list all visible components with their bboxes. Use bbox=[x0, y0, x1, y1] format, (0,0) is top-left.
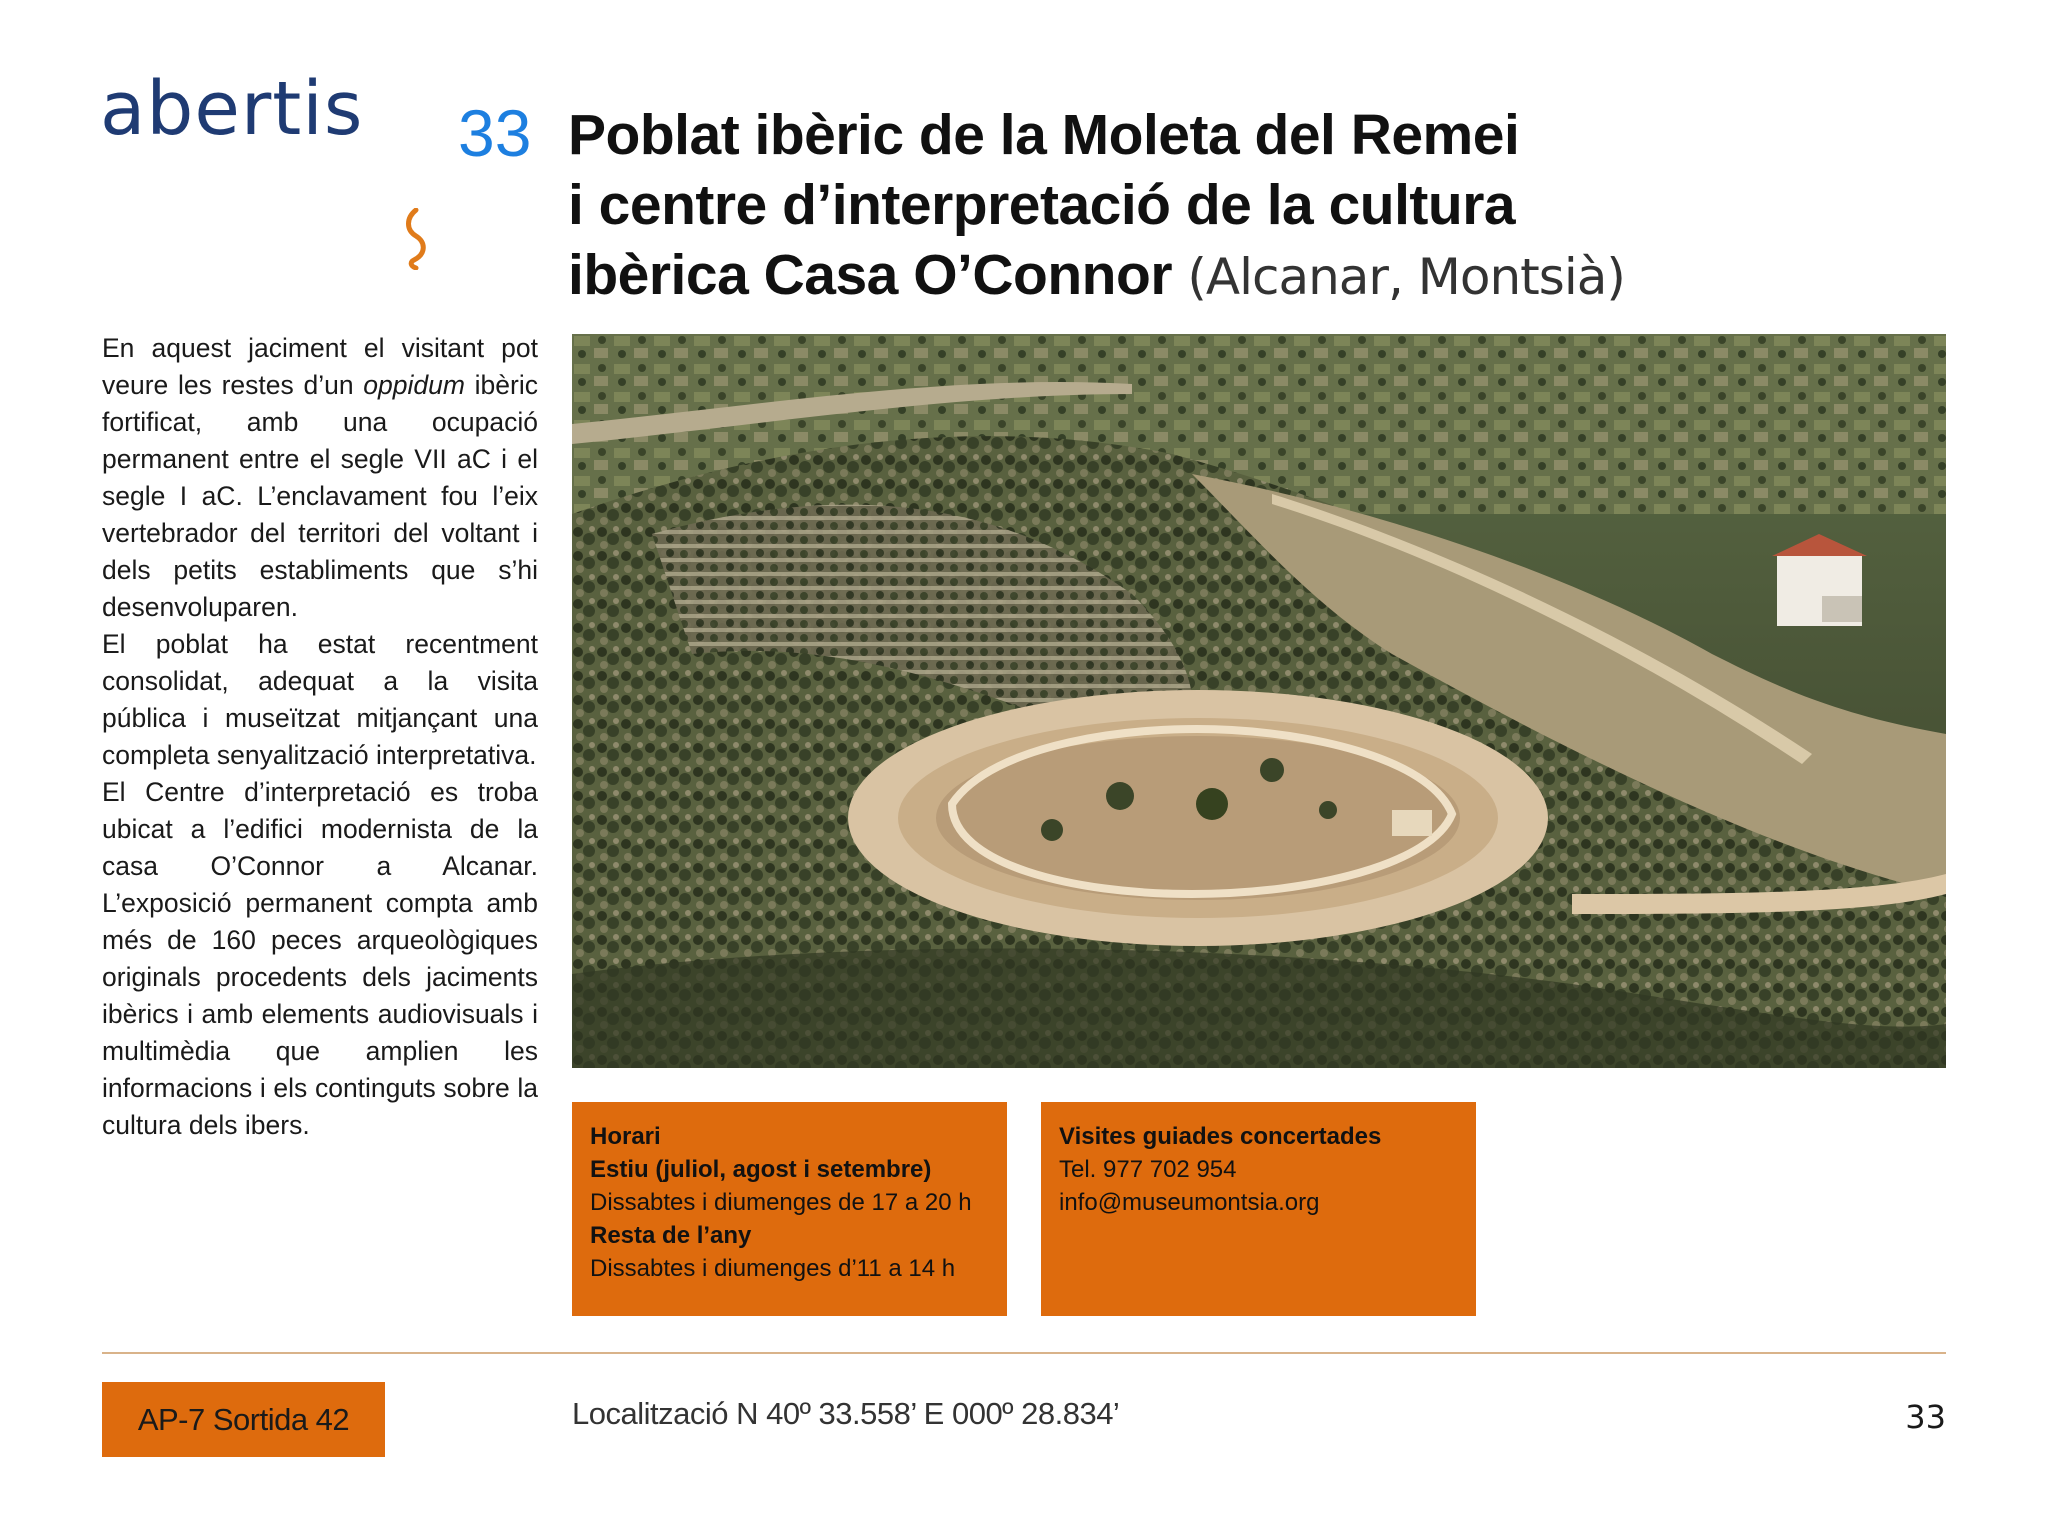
section-number: 33 bbox=[458, 96, 532, 170]
paragraph-1-italic: oppidum bbox=[363, 370, 465, 400]
title-place: (Alcanar, Montsià) bbox=[1187, 248, 1625, 306]
aerial-site-photo bbox=[572, 334, 1946, 1068]
rest-of-year-hours: Dissabtes i diumenges d’11 a 14 h bbox=[590, 1255, 956, 1282]
paragraph-2: El poblat ha estat recentment consolidat, adequat a la visita pública i museïtzat mitjançant una completa senyalització interpretativa. bbox=[102, 629, 538, 770]
guided-visits-box bbox=[1041, 1102, 1476, 1316]
opening-hours-box bbox=[572, 1102, 1007, 1316]
gps-location: Localització N 40º 33.558’ E 000º 28.834’ bbox=[572, 1396, 1120, 1431]
page-number: 33 bbox=[1905, 1398, 1946, 1436]
paragraph-1-start: En aquest jaciment el visitant pot veure les restes d’un bbox=[102, 333, 538, 400]
paragraph-1 bbox=[102, 330, 538, 626]
summer-hours: Dissabtes i diumenges de 17 a 20 h bbox=[590, 1189, 972, 1216]
page-title bbox=[568, 100, 1808, 312]
abertis-logo bbox=[100, 66, 364, 202]
title-line-3 bbox=[568, 240, 1808, 312]
description-text bbox=[102, 330, 538, 1144]
title-line-1: Poblat ibèric de la Moleta del Remei bbox=[568, 103, 1520, 167]
paragraph-3: El Centre d’interpretació es troba ubicat a l’edifici modernista de la casa O’Connor a Alcanar. L’exposició permanent compta amb més de 160 peces arqueològiques originals procedents dels jaciments ibèrics i amb elements audiovisuals i multimèdia que amplien les informacions i els continguts sobre la cultura dels ibers. bbox=[102, 777, 538, 1140]
title-line-3-text: ibèrica Casa O’Connor bbox=[568, 243, 1173, 307]
visits-email: info@museumontsia.org bbox=[1059, 1189, 1320, 1216]
visits-phone: Tel. 977 702 954 bbox=[1059, 1156, 1237, 1183]
summer-label: Estiu (juliol, agost i setembre) bbox=[590, 1156, 932, 1183]
logo-swirl-icon bbox=[402, 208, 430, 270]
footer-divider bbox=[102, 1352, 1946, 1354]
rest-of-year-label: Resta de l’any bbox=[590, 1222, 752, 1249]
title-line-2: i centre d’interpretació de la cultura bbox=[568, 173, 1516, 237]
logo-wordmark: abertis bbox=[100, 66, 364, 152]
visits-heading: Visites guiades concertades bbox=[1059, 1123, 1382, 1150]
hours-heading: Horari bbox=[590, 1123, 661, 1150]
highway-exit-badge: AP-7 Sortida 42 bbox=[102, 1382, 385, 1457]
paragraph-1-end: ibèric fortificat, amb una ocupació permanent entre el segle VII aC i el segle I aC. L’enclavament fou l’eix vertebrador del territori del voltant i dels petits establiments que s’hi desenvoluparen. bbox=[102, 370, 538, 622]
